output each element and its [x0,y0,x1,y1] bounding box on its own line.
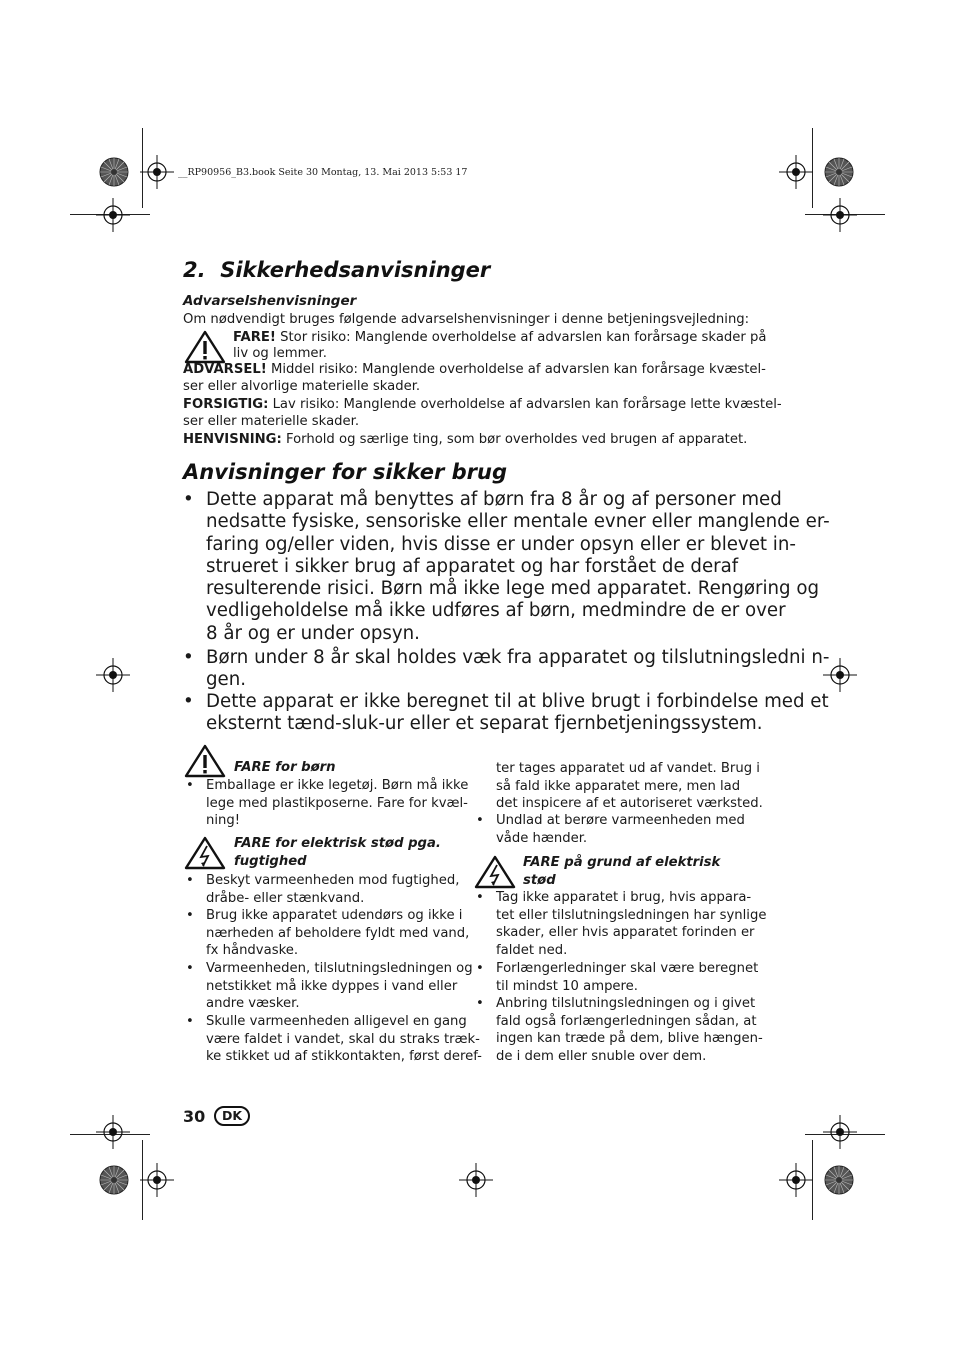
intro-text: Om nødvendigt bruges følgende advarselshenvisninger i denne betjeningsvejledning: [183,312,750,327]
henvisning-line: HENVISNING: Forhold og særlige ting, som bør overholdes ved brugen af apparatet. [183,432,748,447]
bullet-dot: • [186,1014,194,1029]
fare-line-1: FARE! Stor risiko: Manglende overholdelse af advarslen kan forårsage skader på [233,330,767,345]
bullet-dot: • [183,691,194,712]
forsigtig-line-1: FORSIGTIG: Lav risiko: Manglende overholdelse af advarslen kan forårsage lette kvæstel- [183,397,782,412]
bullet-dot: • [186,961,194,976]
advarsel-line-2: ser eller alvorlige materielle skader. [183,379,421,394]
bullet-dot: • [186,778,194,793]
bullet-dot: • [476,996,484,1011]
bullet-dot: • [183,647,194,668]
list-item: Skulle varmeenheden alligevel en gang være faldet i vandet, skal du straks træk- ke stikket ud af stikkontakten, først deref- [206,1014,482,1064]
warning-triangle-icon [184,744,226,778]
bullet-dot: • [186,908,194,923]
forsigtig-line-2: ser eller materielle skader. [183,414,360,429]
list-item: Varmeenheden, tilslutningsledningen og netstikket må ikke dyppes i vand eller andre væsker. [206,961,473,1011]
language-badge: DK [214,1106,250,1126]
warning-title-electric-moisture: FARE for elektrisk stød pga. fugtighed [234,836,441,869]
bullet-dot: • [476,890,484,905]
advarsel-line-1: ADVARSEL! Middel risiko: Manglende overholdelse af advarslen kan forårsage kvæstel- [183,362,766,377]
section-title-safety: 2. Sikkerhedsanvisninger [183,258,491,282]
list-item: Forlængerledninger skal være beregnet til mindst 10 ampere. [496,961,759,994]
bullet-dot: • [476,813,484,828]
list-item: Brug ikke apparatet udendørs og ikke i nærheden af beholdere fyldt med vand, fx håndvaske. [206,908,470,958]
bullet-2: Børn under 8 år skal holdes væk fra apparatet og tilslutningsledni n- gen. [206,647,830,691]
subtitle-warnings: Advarselshenvisninger [183,293,357,309]
list-item: Beskyt varmeenheden mod fugtighed, dråbe- eller stænkvand. [206,873,460,906]
bullet-dot: • [476,961,484,976]
list-item: Emballage er ikke legetøj. Børn må ikke lege med plastikposerne. Fare for kvæl- ning! [206,778,469,828]
book-filename: __RP90956_B3.book Seite 30 Montag, 13. Mai 2013 5:53 17 [178,167,468,178]
bullet-3: Dette apparat er ikke beregnet til at blive brugt i forbindelse med et eksternt tænd-sluk-ur eller et separat fjernbetjeningssystem. [206,691,829,735]
section-title-safe-use: Anvisninger for sikker brug [183,460,508,484]
list-item: Tag ikke apparatet i brug, hvis appara- tet eller tilslutningsledningen har synlige skader, eller hvis apparatet forinden er faldet ned. [496,890,767,958]
bullet-dot: • [183,489,194,510]
warning-title-children: FARE for børn [234,760,336,775]
list-item: Undlad at berøre varmeenheden med våde hænder. [496,813,745,846]
bullet-dot: • [186,873,194,888]
warning-title-electric: FARE på grund af elektrisk stød [523,855,721,888]
electric-shock-warning-icon [474,855,516,889]
fare-line-2: liv og lemmer. [233,346,327,361]
bullet-1: Dette apparat må benyttes af børn fra 8 år og af personer med nedsatte fysiske, sensoriske eller mentale evner eller manglende er- faring og/eller viden, hvis disse er under opsyn eller er blevet in- strueret i sikker brug af apparatet og har forstået de deraf resulterende risici. Børn må ikke lege med apparatet. Rengøring og vedligeholdelse må ikke udføres af børn, medmindre de er over 8 år og er under opsyn. [206,489,830,644]
page-number: 30 [183,1107,206,1126]
list-item: Anbring tilslutningsledningen og i givet fald også forlængerledningen sådan, at ingen kan træde på dem, blive hængen- de i dem eller snuble over dem. [496,996,763,1064]
warning-triangle-icon [184,330,226,364]
electric-shock-warning-icon [184,836,226,870]
list-item-continuation: ter tages apparatet ud af vandet. Brug i så fald ikke apparatet mere, men lad det inspicere af et autoriseret værksted. [496,761,763,811]
